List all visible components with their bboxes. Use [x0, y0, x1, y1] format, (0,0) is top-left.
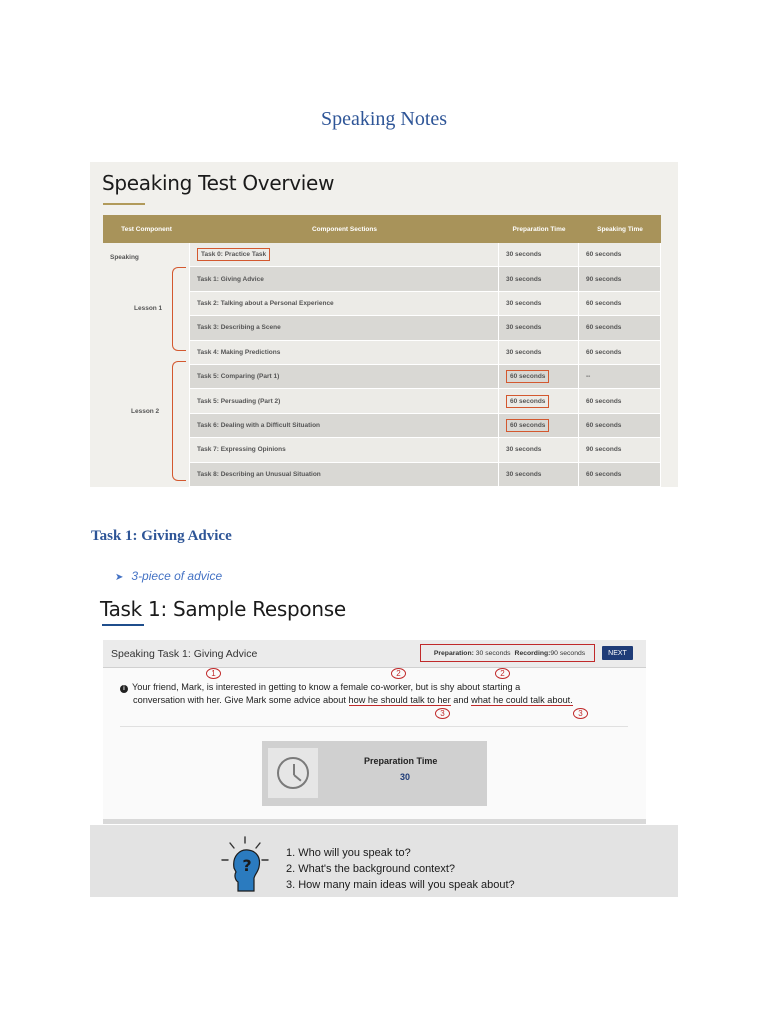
annotation-circle-3b: 3: [573, 708, 588, 719]
sample-response-image: [90, 586, 678, 897]
col-component-sections: Component Sections: [311, 225, 377, 233]
row-speak-cell-text: 60 seconds: [586, 251, 622, 259]
row-prep-cell: [499, 292, 579, 316]
row-section-cell: [190, 292, 499, 316]
row-prep-cell-text: 60 seconds: [506, 395, 549, 408]
row-speak-cell-text: 60 seconds: [586, 470, 622, 478]
row-prep-cell: [499, 389, 579, 413]
row-section-cell-text: Task 4: Making Predictions: [197, 348, 281, 356]
info-icon: i: [120, 685, 128, 693]
prep-value: 30 seconds: [475, 649, 511, 657]
rec-value: 90 seconds: [550, 649, 586, 657]
rec-label: Recording:: [514, 649, 551, 657]
row-speak-cell-text: 60 seconds: [586, 421, 622, 429]
next-button[interactable]: NEXT: [602, 646, 633, 660]
overview-row: [103, 463, 661, 487]
row-speak-cell-text: 60 seconds: [586, 397, 622, 405]
prep-label: Preparation:: [433, 649, 474, 657]
row-prep-cell: [499, 463, 579, 487]
prompt-line-2: conversation with her. Give Mark some advice about: [133, 695, 346, 705]
row-section-cell: [190, 414, 499, 438]
row-section-cell: [190, 438, 499, 462]
row-speak-cell: [579, 316, 661, 340]
row-speak-cell: [579, 389, 661, 413]
overview-row: [103, 438, 661, 462]
col-speaking-time: Speaking Time: [597, 225, 643, 233]
section-title: Task 1: Giving Advice: [91, 528, 232, 544]
col-test-component: Test Component: [121, 225, 172, 233]
row-section-cell: [190, 267, 499, 291]
document-title: Speaking Notes: [320, 108, 448, 130]
task-panel: [103, 640, 646, 824]
overview-row: [103, 267, 661, 291]
col-preparation-time: Preparation Time: [512, 225, 566, 233]
row-section-cell: [190, 389, 499, 413]
speaking-test-overview-image: [90, 162, 678, 487]
row-speak-cell: [579, 243, 661, 267]
question-1: 1. Who will you speak to?: [286, 847, 411, 859]
overview-row: [103, 292, 661, 316]
prompt-and: and: [453, 695, 469, 705]
prompt-underline-1: how he should talk to her: [348, 695, 451, 705]
row-section-cell-text: Task 7: Expressing Opinions: [197, 446, 286, 454]
svg-text:?: ?: [242, 856, 252, 875]
prompt-line-1: Your friend, Mark, is interested in getting to know a female co-worker, but is shy about starting a: [132, 682, 521, 692]
question-list: [286, 845, 515, 893]
row-prep-cell: [499, 438, 579, 462]
row-speak-cell: [579, 267, 661, 291]
lesson-2-brace: [172, 361, 186, 481]
row-speak-cell: [579, 438, 661, 462]
task-prompt: [120, 681, 630, 707]
row-speak-cell-text: --: [586, 373, 591, 381]
lesson-1-brace: [172, 267, 186, 351]
overview-row: [103, 414, 661, 438]
row-section-cell: [190, 341, 499, 365]
head-question-icon: [220, 836, 270, 894]
row-prep-cell: [499, 341, 579, 365]
row-speak-cell-text: 60 seconds: [586, 299, 622, 307]
overview-row: [103, 243, 661, 267]
question-2: 2. What's the background context?: [286, 863, 456, 875]
question-3: 3. How many main ideas will you speak about?: [286, 879, 515, 891]
row-prep-cell: [499, 414, 579, 438]
overview-table-header: [103, 215, 661, 243]
row-speak-cell-text: 90 seconds: [586, 275, 622, 283]
row-prep-cell-text: 30 seconds: [506, 324, 542, 332]
timer-box: [420, 644, 595, 662]
annotation-circle-2b: 2: [495, 668, 510, 679]
annotation-circle-1: 1: [206, 668, 221, 679]
overview-row: [103, 389, 661, 413]
overview-heading-underline: [103, 203, 145, 205]
row-speak-cell: [579, 341, 661, 365]
sample-heading-underline: [102, 624, 144, 626]
row-prep-cell: [499, 316, 579, 340]
annotation-circle-2a: 2: [391, 668, 406, 679]
row-speak-cell: [579, 414, 661, 438]
panel-divider: [120, 726, 628, 727]
row-speak-cell-text: 60 seconds: [586, 324, 622, 332]
row-speak-cell: [579, 365, 661, 389]
clock-tile: [268, 748, 318, 798]
group-lesson-1: Lesson 1: [134, 305, 163, 312]
row-section-cell-text: Task 0: Practice Task: [197, 248, 270, 261]
prompt-underline-2: what he could talk about.: [471, 695, 573, 705]
row-speak-cell: [579, 463, 661, 487]
row-section-cell: [190, 365, 499, 389]
row-speak-cell-text: 60 seconds: [586, 348, 622, 356]
row-section-cell-text: Task 5: Comparing (Part 1): [197, 373, 280, 381]
row-prep-cell: [499, 365, 579, 389]
row-prep-cell-text: 30 seconds: [506, 470, 542, 478]
row-section-cell: [190, 463, 499, 487]
row-prep-cell: [499, 267, 579, 291]
overview-row: [103, 341, 661, 365]
row-section-cell-text: Task 3: Describing a Scene: [197, 324, 281, 332]
row-prep-cell-text: 60 seconds: [506, 419, 549, 432]
row-prep-cell-text: 30 seconds: [506, 299, 542, 307]
annotation-circle-3a: 3: [435, 708, 450, 719]
row-prep-cell-text: 30 seconds: [506, 348, 542, 356]
row-section-cell-text: Task 8: Describing an Unusual Situation: [197, 470, 321, 478]
row-section-cell: [190, 316, 499, 340]
preparation-time-card: [262, 741, 487, 806]
row-prep-cell-text: 30 seconds: [506, 275, 542, 283]
bullet-item: [115, 569, 222, 583]
bullet-text: 3-piece of advice: [131, 569, 223, 583]
sample-heading: Task 1: Sample Response: [100, 597, 346, 621]
overview-heading: Speaking Test Overview: [102, 171, 335, 195]
row-speak-cell-text: 90 seconds: [586, 446, 622, 454]
overview-row: [103, 316, 661, 340]
group-speaking: Speaking: [110, 254, 139, 261]
overview-row: [103, 365, 661, 389]
row-section-cell-text: Task 2: Talking about a Personal Experience: [197, 299, 334, 307]
task-panel-title: Speaking Task 1: Giving Advice: [111, 648, 258, 660]
row-speak-cell: [579, 292, 661, 316]
row-section-cell: [190, 243, 499, 267]
prep-card-value: 30: [400, 772, 411, 782]
prep-card-label: Preparation Time: [364, 756, 438, 766]
overview-table: [103, 215, 661, 487]
task-panel-bar: [103, 640, 646, 668]
row-section-cell-text: Task 6: Dealing with a Difficult Situation: [197, 421, 321, 429]
row-section-cell-text: Task 5: Persuading (Part 2): [197, 397, 281, 405]
row-section-cell-text: Task 1: Giving Advice: [197, 275, 264, 283]
clock-icon: [277, 757, 309, 789]
arrow-bullet-icon: ➤: [115, 572, 124, 583]
row-prep-cell-text: 30 seconds: [506, 446, 542, 454]
group-lesson-2: Lesson 2: [131, 408, 160, 415]
row-prep-cell-text: 60 seconds: [506, 370, 549, 383]
row-prep-cell: [499, 243, 579, 267]
row-prep-cell-text: 30 seconds: [506, 251, 542, 259]
